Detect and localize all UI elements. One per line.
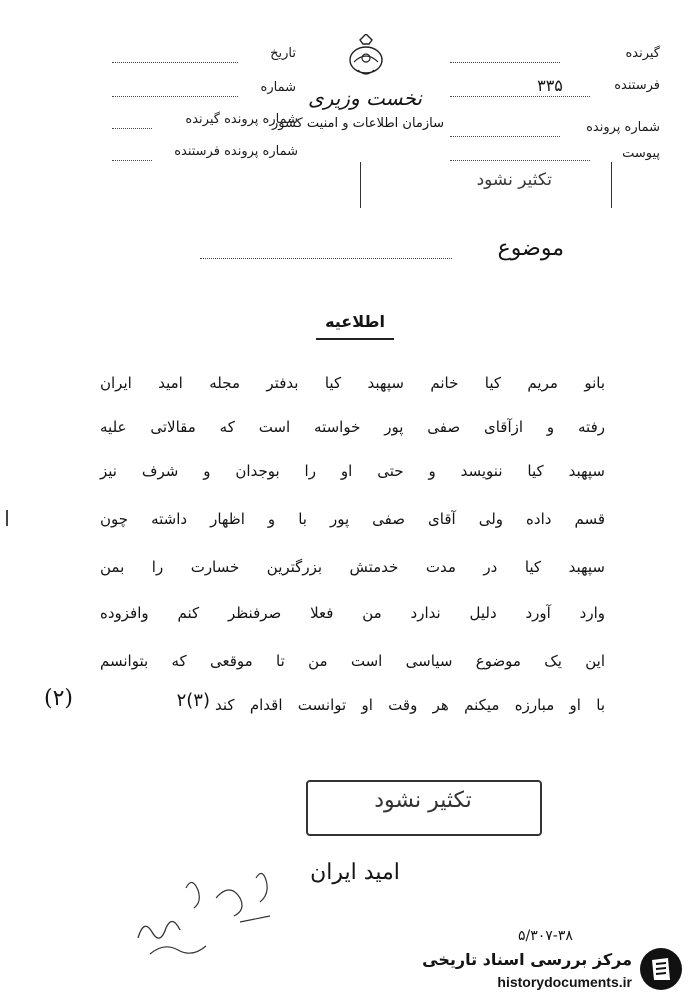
watermark-url: historydocuments.ir [497,974,632,990]
document-number: ۵/۳۰۷-۳۸ [518,928,573,944]
sender-file-line [112,160,152,161]
sender-value: ۳۳۵ [537,76,563,95]
sender-file-label: شماره پرونده فرستنده [174,144,298,159]
body-line-6: وارد آورد دلیل ندارد من فعلا صرفنظر کنم وافزوده [100,604,605,622]
file-number-label: شماره پرونده [586,120,660,135]
margin-note: (۲) [44,686,73,711]
attachment-line [450,160,590,161]
recipient-file-line [112,128,152,129]
organization-subtitle: سازمان اطلاعات و امنیت کشور [271,116,445,131]
crest-emblem [338,34,394,84]
watermark-logo-icon [638,946,684,992]
body-line-2: رفته و ازآقای صفی پور خواسته است که مقالاتی علیه [100,418,605,436]
file-number-line [450,136,560,137]
document-heading: اطلاعیه [325,312,385,331]
number-line [112,96,238,97]
body-line-5: سپهبد کیا در مدت خدمتش بزرگترین خسارت را بمن [100,558,605,576]
watermark-title: مرکز بررسی اسناد تاریخی [422,950,632,969]
body-line-8: با او مبارزه میکنم هر وقت او توانست اقدام کند [215,696,605,714]
body-line-1: بانو مریم کیا خانم سپهبد کیا بدفتر مجله امید ایران [100,374,605,392]
handwritten-signature [120,858,280,968]
stamp-bottom: تکثیر نشود [374,788,472,813]
body-line-3: سپهبد کیا ننویسد و حتی او را بوجدان و شرف نیز [100,462,605,480]
number-label: شماره [260,80,296,95]
recipient-file-label: شماره پرونده گیرنده [185,112,298,127]
stamp-top: تکثیر نشود [476,170,552,190]
recipient-label: گیرنده [625,46,660,61]
stamp-publication: امید ایران [310,860,400,885]
date-line [112,62,238,63]
sender-label: فرستنده [614,78,660,93]
body-line-4: قسم داده ولی آقای صفی پور با و اظهار داشته چون [100,510,605,528]
signature-code: ۲(۳) [176,690,210,711]
organization-title: نخست وزیری [308,86,422,110]
date-label: تاریخ [270,46,296,61]
sender-line [450,96,590,97]
recipient-line [450,62,560,63]
subject-line [200,258,452,259]
heading-underline [316,338,394,340]
subject-label: موضوع [497,236,564,261]
margin-mark [6,510,8,526]
body-line-7: این یک موضوع سیاسی است من تا موقعی که بتوانسم [100,652,605,670]
attachment-label: پیوست [622,146,660,161]
